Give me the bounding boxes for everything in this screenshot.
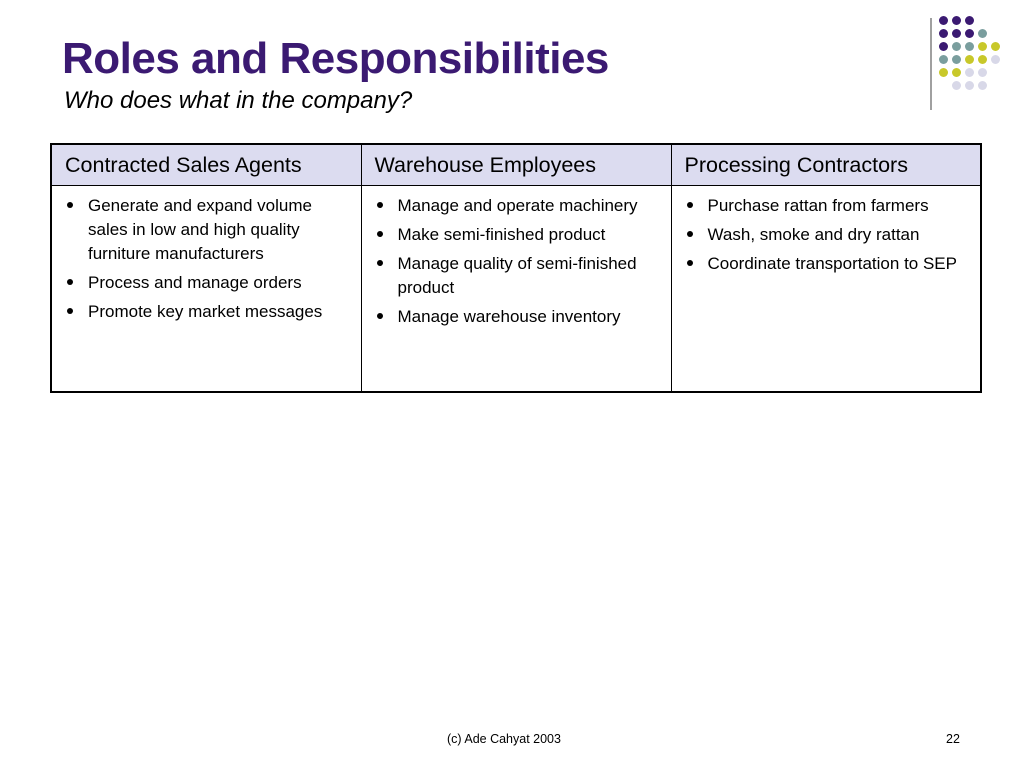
list-item [374, 305, 665, 329]
page-number: 22 [946, 732, 960, 746]
list-item [684, 252, 975, 276]
decorative-dot [978, 29, 987, 38]
decorative-dot [991, 81, 1000, 90]
bullet-icon [377, 202, 383, 208]
bullet-icon [377, 260, 383, 266]
roles-table [50, 143, 982, 393]
decorative-dot [978, 42, 987, 51]
column-header-warehouse-employees: Warehouse Employees [361, 144, 671, 186]
list-item-text: Manage quality of semi-finished product [397, 254, 637, 297]
footer-copyright: (c) Ade Cahyat 2003 [447, 732, 561, 746]
decorative-dot [965, 16, 974, 25]
list-item-text: Promote key market messages [88, 302, 323, 321]
decorative-dot [991, 29, 1000, 38]
list-item [684, 223, 975, 247]
list-item [64, 194, 355, 266]
decorative-dot [952, 68, 961, 77]
list-item [374, 252, 665, 300]
list-item-text: Manage and operate machinery [397, 196, 638, 215]
decorative-dot [978, 16, 987, 25]
processing-contractors-cell [671, 186, 981, 393]
decorative-dot [991, 42, 1000, 51]
responsibility-list [374, 194, 665, 329]
list-item [684, 194, 975, 218]
decorative-dot [991, 55, 1000, 64]
list-item-text: Make semi-finished product [397, 225, 606, 244]
slide-subtitle: Who does what in the company? [64, 87, 413, 114]
decorative-dot [965, 81, 974, 90]
list-item-text: Coordinate transportation to SEP [707, 254, 957, 273]
decorative-dot [939, 16, 948, 25]
decorative-dot [965, 42, 974, 51]
bullet-icon [67, 279, 73, 285]
decorative-dot [939, 29, 948, 38]
column-header-sales-agents: Contracted Sales Agents [51, 144, 361, 186]
decorative-dot [978, 68, 987, 77]
decorative-dot [991, 68, 1000, 77]
list-item [64, 271, 355, 295]
decorative-dot [965, 55, 974, 64]
table-row [51, 186, 981, 393]
decorative-dot [952, 81, 961, 90]
list-item-text: Manage warehouse inventory [397, 307, 621, 326]
decorative-dot [939, 81, 948, 90]
bullet-icon [377, 313, 383, 319]
bullet-icon [687, 231, 693, 237]
list-item-text: Wash, smoke and dry rattan [707, 225, 920, 244]
decorative-dot-grid [937, 14, 1001, 91]
list-item [374, 194, 665, 218]
list-item-text: Purchase rattan from farmers [707, 196, 929, 215]
list-item [64, 300, 355, 324]
decorative-dot [952, 55, 961, 64]
table-header-row [51, 144, 981, 186]
decorative-dot [952, 42, 961, 51]
responsibility-list [64, 194, 355, 324]
decorative-dot [965, 68, 974, 77]
decorative-dot [939, 42, 948, 51]
bullet-icon [67, 308, 73, 314]
list-item-text: Process and manage orders [88, 273, 302, 292]
bullet-icon [687, 202, 693, 208]
column-header-processing-contractors: Processing Contractors [671, 144, 981, 186]
slide-title: Roles and Responsibilities [62, 34, 609, 83]
responsibility-list [684, 194, 975, 276]
decorative-dot [952, 29, 961, 38]
list-item [374, 223, 665, 247]
decorative-dot [939, 68, 948, 77]
decorative-dot [952, 16, 961, 25]
bullet-icon [687, 260, 693, 266]
bullet-icon [67, 202, 73, 208]
decorative-dot [978, 81, 987, 90]
decorative-divider [930, 18, 932, 110]
decorative-dot [965, 29, 974, 38]
decorative-dot [991, 16, 1000, 25]
decorative-dot [939, 55, 948, 64]
list-item-text: Generate and expand volume sales in low and high quality furniture manufacturers [88, 196, 312, 263]
sales-agents-cell [51, 186, 361, 393]
bullet-icon [377, 231, 383, 237]
warehouse-employees-cell [361, 186, 671, 393]
decorative-dot [978, 55, 987, 64]
